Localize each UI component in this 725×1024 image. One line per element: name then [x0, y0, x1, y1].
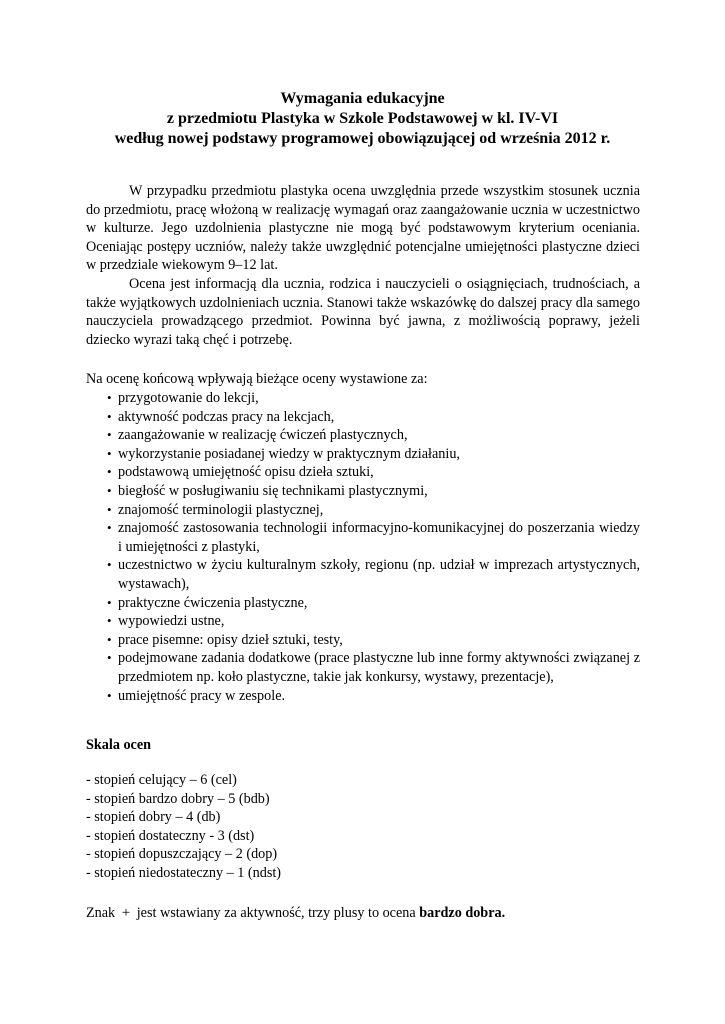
bullet-icon: • [107, 557, 112, 573]
bullet-icon: • [107, 631, 112, 647]
bullet-icon: • [107, 650, 112, 666]
intro-paragraph-2: Ocena jest informacją dla ucznia, rodzica i nauczycieli o osiągnięciach, trudnościach, a także wyjątkowych uzdolnieniach ucznia. Stanowi także wskazówkę do dalszej pracy dla samego nauczyciela prowadzącego przedmiot. Powinna być jawna, z możliwością poprawy, jeżeli dziecko wyrazi taką chęć i potrzebę. [86, 275, 640, 348]
document-title [80, 89, 645, 149]
grade-item: - stopień celujący – 6 (cel) [86, 772, 237, 788]
criteria-item: • zaangażowanie w realizację ćwiczeń plastycznych, [107, 427, 408, 444]
bullet-icon: • [107, 613, 112, 629]
criteria-item: • prace pisemne: opisy dzieł sztuki, testy, [107, 631, 343, 648]
criteria-item: • praktyczne ćwiczenia plastyczne, [107, 594, 308, 611]
criteria-item: • znajomość terminologii plastycznej, [107, 501, 324, 518]
criteria-item: • umiejętność pracy w zespole. [107, 687, 286, 704]
note-text: jest wstawiany za aktywność, trzy plusy to ocena [136, 905, 416, 921]
grade-item: - stopień dostateczny - 3 (dst) [86, 827, 255, 844]
criteria-item: • przygotowanie do lekcji, [107, 390, 259, 406]
grade-scale-list [86, 771, 640, 883]
bullet-icon: • [107, 501, 112, 517]
grade-item: - stopień dobry – 4 (db) [86, 809, 221, 826]
criteria-item: • biegłość w posługiwaniu się technikami plastycznymi, [107, 482, 428, 499]
bullet-icon: • [107, 445, 112, 461]
grade-item: - stopień niedostateczny – 1 (ndst) [86, 864, 282, 881]
grade-item: - stopień bardzo dobry – 5 (bdb) [86, 790, 270, 807]
plus-sign-note [86, 904, 505, 923]
intro-section [86, 182, 640, 349]
criteria-item: • uczestnictwo w życiu kulturalnym szkoły, regionu (np. udział w imprezach artystycznych, wystawach), [107, 557, 640, 592]
criteria-list [86, 389, 640, 705]
bullet-icon: • [107, 482, 112, 498]
criteria-item: • znajomość zastosowania technologii informacyjno-komunikacyjnej do poszerzania wiedzy i umiejętności z plastyki, [107, 520, 640, 555]
bullet-icon: • [107, 408, 112, 424]
criteria-item: • podejmowane zadania dodatkowe (prace plastyczne lub inne formy aktywności związanej z przedmiotem np. koło plastyczne, takie jak konkursy, wystawy, prezentacje), [107, 650, 640, 685]
bullet-icon: • [107, 687, 112, 703]
note-emphasis: bardzo dobra. [419, 905, 506, 921]
criteria-item: • wykorzystanie posiadanej wiedzy w praktycznym działaniu, [107, 445, 460, 462]
intro-paragraph-1: W przypadku przedmiotu plastyka ocena uwzględnia przede wszystkim stosunek ucznia do przedmiotu, pracę włożoną w realizację wymagań oraz zaangażowanie ucznia w uczestnictwo w kulturze. Jego uzdolnienia plastyczne nie mogą być podstawowym kryterium oceniania. Oceniając postępy uczniów, należy także uwzględnić potencjalne umiejętności plastyczne dzieci w przedziale wiekowym 9–12 lat. [86, 183, 640, 274]
criteria-item: • podstawową umiejętność opisu dzieła sztuki, [107, 464, 374, 481]
criteria-item: • aktywność podczas pracy na lekcjach, [107, 408, 335, 425]
grade-item: - stopień dopuszczający – 2 (dop) [86, 846, 278, 863]
note-prefix: Znak [86, 905, 116, 921]
bullet-icon: • [107, 594, 112, 610]
scale-heading: Skala ocen [86, 737, 152, 753]
bullet-icon: • [107, 427, 112, 443]
title-line-2: z przedmiotu Plastyka w Szkole Podstawowej w kl. IV-VI [166, 110, 559, 127]
bullet-icon: • [107, 464, 112, 480]
bullet-icon: • [107, 390, 112, 405]
criteria-lead: Na ocenę końcową wpływają bieżące oceny wystawione za: [86, 371, 428, 387]
title-line-3: według nowej podstawy programowej obowiązującej od września 2012 r. [114, 130, 611, 147]
criteria-item: • wypowiedzi ustne, [107, 613, 225, 630]
plus-symbol: + [121, 905, 131, 921]
bullet-icon: • [107, 520, 112, 536]
title-line-1: Wymagania edukacyjne [280, 90, 445, 107]
